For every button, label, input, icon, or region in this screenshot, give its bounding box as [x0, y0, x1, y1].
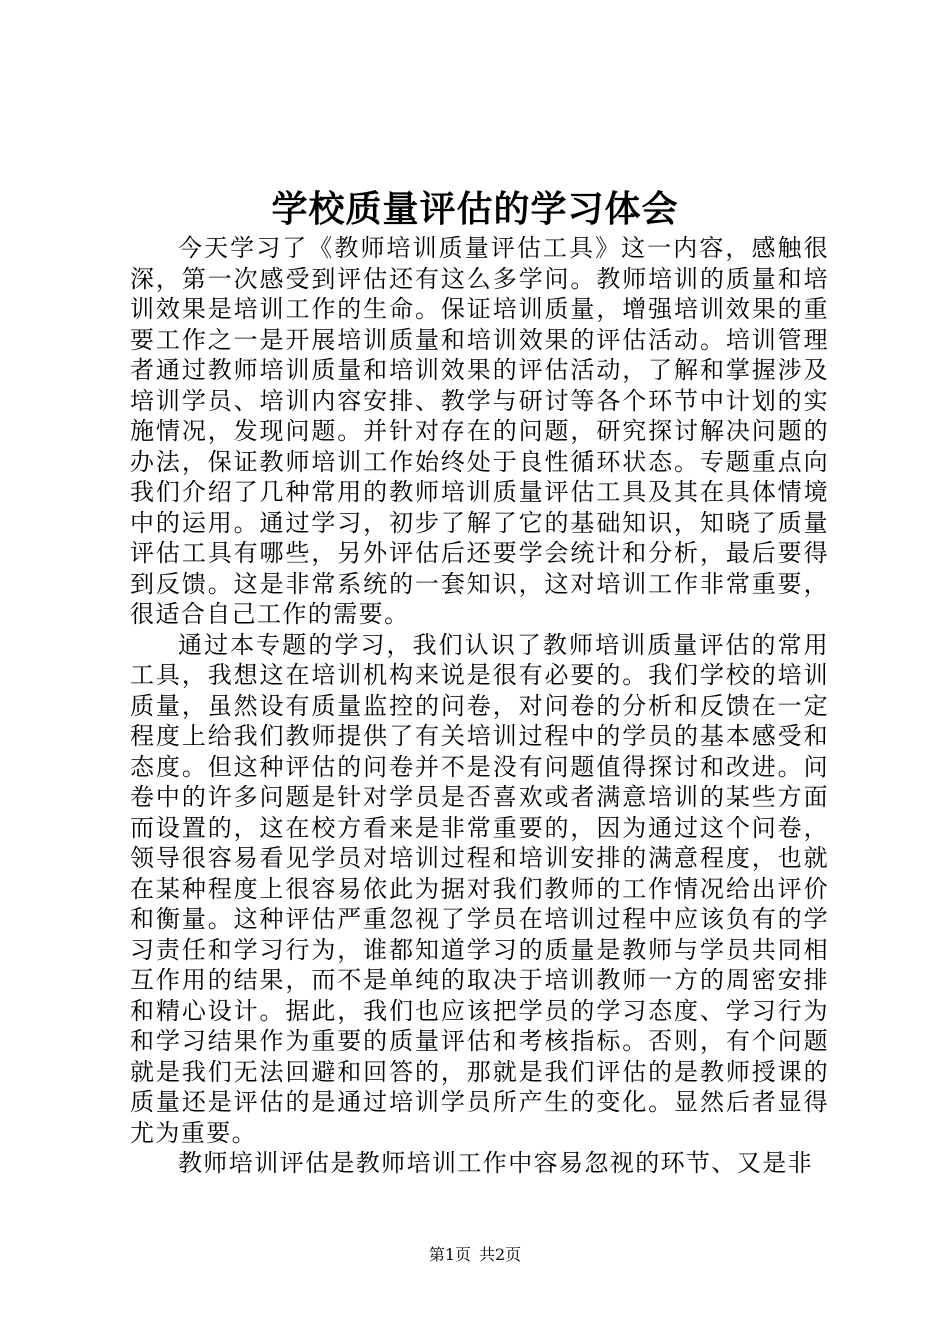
document-title: 学校质量评估的学习体会	[271, 188, 679, 230]
paragraph-2: 通过本专题的学习，我们认识了教师培训质量评估的常用工具，我想这在培训机构来说是很有必要的。我们学校的培训质量，虽然设有质量监控的问卷，对问卷的分析和反馈在一定程度上给我们教师提供了有关培训过程中的学员的基本感受和态度。但这种评估的问卷并不是没有问题值得探讨和改进。问卷中的许多问题是针对学员是否喜欢或者满意培训的某些方面而设置的，这在校方看来是非常重要的，因为通过这个问卷，领导很容易看见学员对培训过程和培训安排的满意程度，也就在某种程度上很容易依此为据对我们教师的工作情况给出评价和衡量。这种评估严重忽视了学员在培训过程中应该负有的学习责任和学习行为，谁都知道学习的质量是教师与学员共同相互作用的结果，而不是单纯的取决于培训教师一方的周密安排和精心设计。据此，我们也应该把学员的学习态度、学习行为和学习结果作为重要的质量评估和考核指标。否则，有个问题就是我们无法回避和回答的，那就是我们评估的是教师授课的质量还是评估的是通过培训学员所产生的变化。显然后者显得尤为重要。	[130, 630, 829, 1147]
document-body	[130, 233, 829, 1179]
page-total: 共2页	[479, 1245, 522, 1264]
paragraph-1: 今天学习了《教师培训质量评估工具》这一内容，感触很深，第一次感受到评估还有这么多学问。教师培训的质量和培训效果是培训工作的生命。保证培训质量，增强培训效果的重要工作之一是开展培训质量和培训效果的评估活动。培训管理者通过教师培训质量和培训效果的评估活动，了解和掌握涉及培训学员、培训内容安排、教学与研讨等各个环节中计划的实施情况，发现问题。并针对存在的问题，研究探讨解决问题的办法，保证教师培训工作始终处于良性循环状态。专题重点向我们介绍了几种常用的教师培训质量评估工具及其在具体情境中的运用。通过学习，初步了解了它的基础知识，知晓了质量评估工具有哪些，另外评估后还要学会统计和分析，最后要得到反馈。这是非常系统的一套知识，这对培训工作非常重要，很适合自己工作的需要。	[130, 234, 829, 628]
page-footer	[0, 1245, 950, 1265]
page-number: 第1页	[428, 1245, 471, 1264]
paragraph-3: 教师培训评估是教师培训工作中容易忽视的环节、又是非	[178, 1149, 813, 1177]
